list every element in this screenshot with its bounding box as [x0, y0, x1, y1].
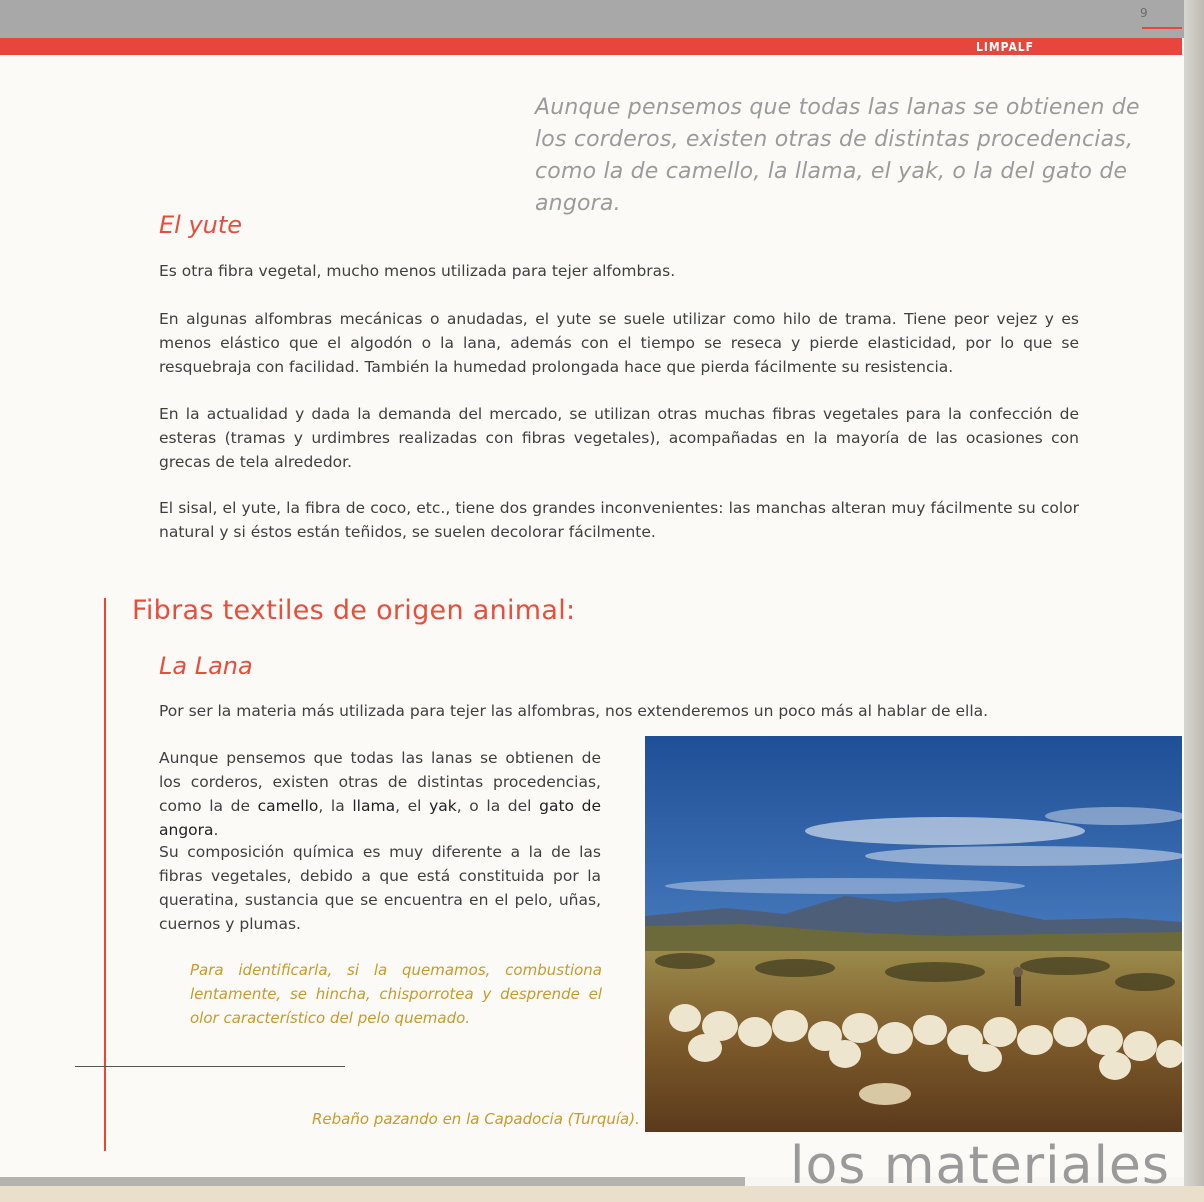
sheep-flock-photo [645, 736, 1182, 1132]
yute-paragraph-3: En la actualidad y dada la demanda del mercado, se utilizan otras muchas fibras vegetales para la confección de esteras (tramas y urdimbres realizadas con fibras vegetales), acompañadas en la mayoría de las ocasiones con grecas de tela alrededor. [159, 405, 1079, 471]
yute-paragraph-2: En algunas alfombras mecánicas o anudadas, el yute se suele utilizar como hilo de trama. Tiene peor vejez y es menos elástico que el algodón o la lana, además con el tiempo se reseca y pierde elasticidad, por lo que se resquebraja con facilidad. También la humedad prolongada hace que pierda fácilmente su resistencia. [159, 310, 1079, 376]
section-vertical-rule [104, 598, 106, 1151]
pullquote: Aunque pensemos que todas las lanas se obtienen de los corderos, existen otras de distintas procedencias, como la de camello, la llama, el yak, o la del gato de angora. [535, 95, 1140, 216]
top-gray-strip [0, 0, 1204, 38]
identification-note: Para identificarla, si la quemamos, combustiona lentamente, se hincha, chisporrotea y desprende el olor característico del pelo quemado. [190, 961, 602, 1027]
subtitle-la-lana: La Lana [159, 652, 253, 680]
yute-paragraph-1: Es otra fibra vegetal, mucho menos utilizada para tejer alfombras. [159, 262, 676, 280]
lana-intro: Por ser la materia más utilizada para tejer las alfombras, nos extenderemos un poco más al hablar de ella. [159, 702, 989, 720]
photo-caption: Rebaño pazando en la Capadocia (Turquía). [312, 1110, 640, 1128]
lana-paragraph-2: Su composición química es muy diferente a la de las fibras vegetales, debido a que está constituida por la queratina, sustancia que se encuentra en el pelo, uñas, cuernos y plumas. [159, 843, 601, 933]
lana-paragraph-1: Aunque pensemos que todas las lanas se obtienen de los corderos, existen otras de distintas procedencias, como la de camello, la llama, el yak, o la del gato de angora. [159, 749, 602, 839]
subtitle-el-yute: El yute [159, 211, 243, 239]
brand-logo-text: LIMPALF [976, 40, 1035, 54]
yute-paragraph-4: El sisal, el yute, la fibra de coco, etc., tiene dos grandes inconvenientes: las manchas alteran muy fácilmente su color natural y si éstos están teñidos, se suelen decolorar fácilmente. [159, 499, 1079, 541]
bottom-gray-strip [0, 1177, 745, 1186]
section-title-animal: Fibras textiles de origen animal: [132, 595, 576, 626]
horizontal-rule [75, 1066, 345, 1067]
section-footer-label: los materiales [790, 1136, 1171, 1196]
page-number-underline [1142, 27, 1182, 29]
page-edge [1184, 0, 1204, 1202]
page-number: 9 [1140, 6, 1148, 20]
